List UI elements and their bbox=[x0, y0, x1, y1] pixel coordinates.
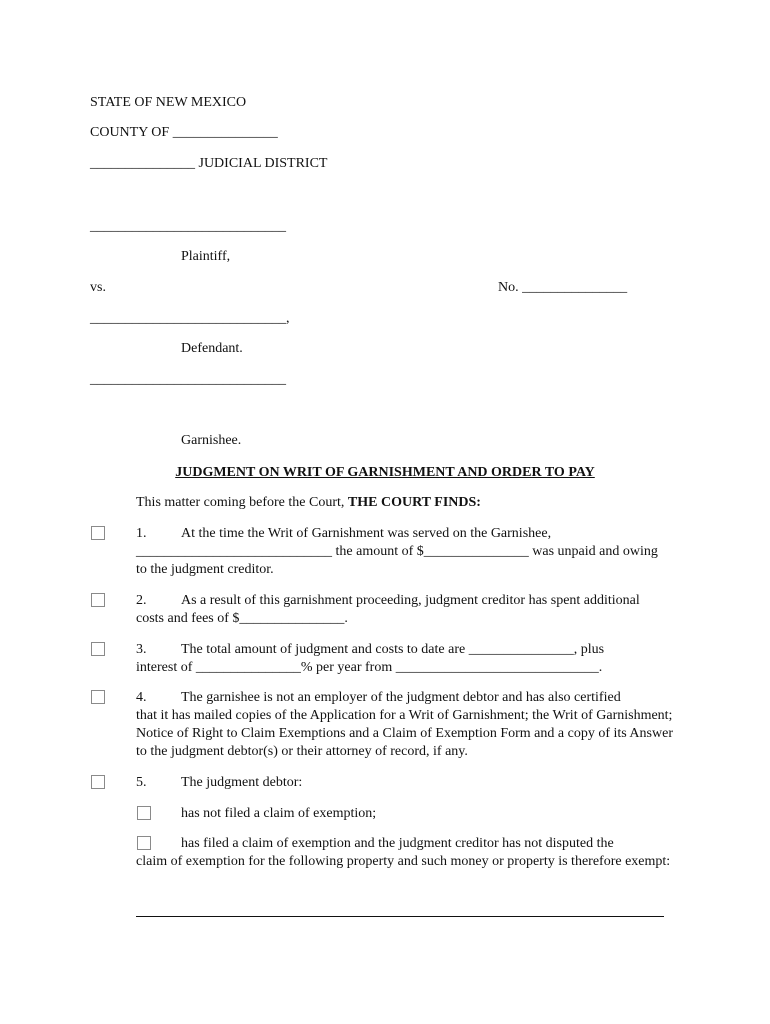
no-exemption-claim-text: has not filed a claim of exemption; bbox=[181, 806, 377, 821]
case-number-field[interactable]: No. _______________ bbox=[498, 280, 628, 295]
finding-1-number: 1. bbox=[136, 526, 147, 541]
finding-2-number: 2. bbox=[136, 593, 147, 608]
garnishee-name-field[interactable]: ____________________________ bbox=[90, 372, 286, 387]
finding-3 bbox=[136, 641, 696, 677]
exemption-claim-rest: claim of exemption for the following property and such money or property is therefore exempt: bbox=[136, 854, 671, 869]
finding-3-line1[interactable]: The total amount of judgment and costs to date are _______________, plus bbox=[181, 642, 605, 657]
finding-5-checkbox[interactable] bbox=[91, 775, 105, 789]
county-field[interactable]: COUNTY OF _______________ bbox=[90, 125, 278, 140]
defendant-name-field[interactable]: ____________________________, bbox=[90, 311, 290, 326]
finding-4-checkbox[interactable] bbox=[91, 690, 105, 704]
finding-3-rest[interactable]: interest of _______________% per year from _____________________________. bbox=[136, 660, 603, 675]
plaintiff-name-field[interactable]: ____________________________ bbox=[90, 219, 286, 234]
finding-2-line1: As a result of this garnishment proceeding, judgment creditor has spent additional bbox=[181, 593, 640, 608]
district-field[interactable]: _______________ JUDICIAL DISTRICT bbox=[90, 156, 328, 171]
intro-text: This matter coming before the Court, bbox=[136, 495, 348, 510]
finding-3-number: 3. bbox=[136, 642, 147, 657]
intro-paragraph bbox=[136, 494, 481, 512]
finding-5 bbox=[136, 774, 681, 792]
finding-1 bbox=[136, 525, 671, 579]
state-heading: STATE OF NEW MEXICO bbox=[90, 95, 247, 110]
finding-4-number: 4. bbox=[136, 690, 147, 705]
finding-5-line1: The judgment debtor: bbox=[181, 775, 303, 790]
no-exemption-claim-checkbox[interactable] bbox=[137, 806, 151, 820]
finding-1-line1: At the time the Writ of Garnishment was served on the Garnishee, bbox=[181, 526, 552, 541]
exempt-property-entry-line[interactable] bbox=[136, 916, 664, 917]
finding-2-rest[interactable]: costs and fees of $_______________. bbox=[136, 611, 348, 626]
garnishee-label: Garnishee. bbox=[181, 433, 242, 448]
finding-4-rest: that it has mailed copies of the Application for a Writ of Garnishment; the Writ of Garnishment; Notice of Right to Claim Exemptions and a Claim of Exemption Form and a copy of its Answer to the judgment debtor(s) or their attorney of record, if any. bbox=[136, 708, 673, 759]
defendant-label: Defendant. bbox=[181, 341, 243, 356]
finding-1-checkbox[interactable] bbox=[91, 526, 105, 540]
finding-3-checkbox[interactable] bbox=[91, 642, 105, 656]
document-title: JUDGMENT ON WRIT OF GARNISHMENT AND ORDER TO PAY bbox=[175, 465, 595, 480]
plaintiff-label: Plaintiff, bbox=[181, 249, 231, 264]
exemption-claim bbox=[136, 835, 671, 871]
finding-2 bbox=[136, 592, 696, 628]
finding-5-number: 5. bbox=[136, 775, 147, 790]
intro-bold: THE COURT FINDS: bbox=[347, 495, 481, 510]
finding-1-rest[interactable]: ____________________________ the amount of $_______________ was unpaid and owing to the judgment creditor. bbox=[136, 544, 658, 577]
finding-4 bbox=[136, 689, 681, 761]
finding-4-line1: The garnishee is not an employer of the judgment debtor and has also certified bbox=[181, 690, 621, 705]
finding-2-checkbox[interactable] bbox=[91, 593, 105, 607]
versus-label: vs. bbox=[90, 280, 106, 295]
exemption-claim-line1: has filed a claim of exemption and the judgment creditor has not disputed the bbox=[181, 836, 614, 851]
